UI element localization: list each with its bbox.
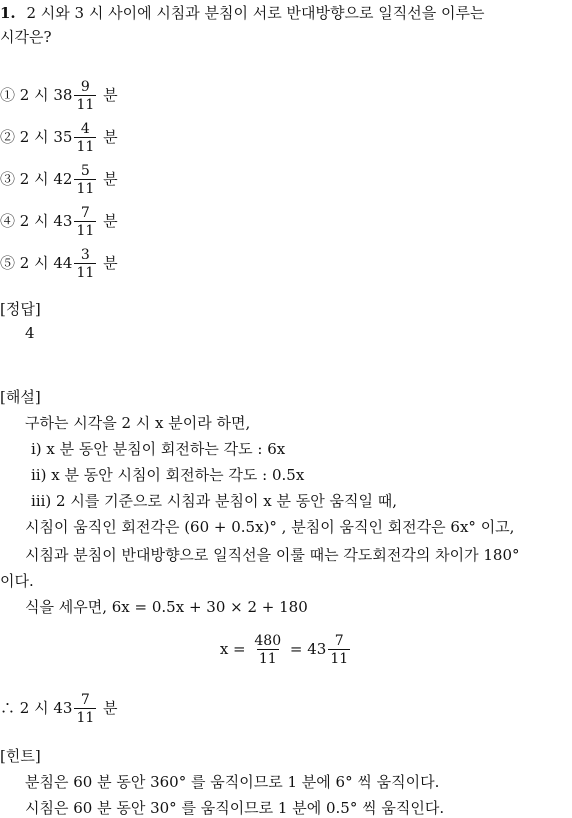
equation-mid: = 43 (289, 640, 327, 658)
explanation-line-6: 시침과 분침이 반대방향으로 일직선을 이룰 때는 각도회전각의 차이가 180° (25, 546, 520, 564)
fraction-denominator: 11 (330, 651, 349, 667)
option-unit: 분 (103, 128, 118, 146)
explanation-line-8: 식을 세우면, 6x = 0.5x + 30 × 2 + 180 (25, 598, 308, 616)
option-fraction (74, 164, 96, 196)
option-2[interactable] (0, 122, 118, 154)
option-fraction (74, 206, 96, 238)
option-text: 2 시 42 (19, 170, 73, 188)
explanation-conclusion (0, 693, 118, 725)
explanation-line-3: ⅱ) x 분 동안 시침이 회전하는 각도 : 0.5x (31, 466, 305, 484)
fraction-denominator: 11 (76, 139, 95, 155)
option-marker: ② (0, 128, 16, 146)
answer-value: 4 (25, 324, 35, 342)
option-text: 2 시 44 (19, 254, 73, 272)
fraction-numerator: 7 (334, 633, 344, 649)
option-text: 2 시 35 (19, 128, 73, 146)
explanation-equation (0, 634, 572, 666)
conclusion-fraction (74, 693, 96, 725)
fraction-denominator: 11 (258, 651, 277, 667)
fraction-denominator: 11 (76, 181, 95, 197)
option-unit: 분 (103, 254, 118, 272)
explanation-label: [해설] (0, 388, 41, 406)
fraction-numerator: 5 (80, 163, 90, 179)
option-1[interactable] (0, 80, 118, 112)
option-fraction (74, 248, 96, 280)
equation-fraction-2 (328, 634, 350, 666)
fraction-denominator: 11 (76, 97, 95, 113)
option-text: 2 시 43 (19, 212, 73, 230)
explanation-line-1: 구하는 시각을 2 시 x 분이라 하면, (25, 414, 251, 432)
question-text-1: 2 시와 3 시 사이에 시침과 분침이 서로 반대방향으로 일직선을 이루는 (26, 4, 485, 22)
equation-lhs: x = (219, 640, 246, 658)
option-unit: 분 (103, 86, 118, 104)
conclusion-text: ∴ 2 시 43 (0, 699, 73, 717)
option-5[interactable] (0, 248, 118, 280)
option-unit: 분 (103, 170, 118, 188)
fraction-denominator: 11 (76, 223, 95, 239)
explanation-line-2: ⅰ) x 분 동안 분침이 회전하는 각도 : 6x (31, 440, 286, 458)
conclusion-unit: 분 (103, 699, 118, 717)
explanation-line-5: 시침이 움직인 회전각은 (60 + 0.5x)° , 분침이 움직인 회전각은 6x° 이고, (25, 518, 515, 536)
option-marker: ④ (0, 212, 16, 230)
option-marker: ① (0, 86, 16, 104)
question-number: 1. (0, 4, 16, 22)
fraction-numerator: 3 (80, 247, 90, 263)
option-marker: ③ (0, 170, 16, 188)
option-fraction (74, 80, 96, 112)
answer-label: [정답] (0, 300, 41, 318)
fraction-numerator: 480 (254, 633, 282, 649)
option-unit: 분 (103, 212, 118, 230)
fraction-numerator: 7 (80, 205, 90, 221)
option-4[interactable] (0, 206, 118, 238)
fraction-numerator: 9 (80, 79, 90, 95)
option-text: 2 시 38 (19, 86, 73, 104)
option-fraction (74, 122, 96, 154)
explanation-line-4: ⅲ) 2 시를 기준으로 시침과 분침이 x 분 동안 움직일 때, (31, 492, 398, 510)
explanation-line-7: 이다. (0, 572, 34, 590)
hint-line-2: 시침은 60 분 동안 30° 를 움직이므로 1 분에 0.5° 씩 움직인다. (25, 799, 445, 817)
question-text-2: 시각은? (0, 28, 52, 46)
fraction-denominator: 11 (76, 710, 95, 726)
fraction-denominator: 11 (76, 265, 95, 281)
question-line-2 (0, 26, 52, 47)
fraction-numerator: 4 (80, 121, 90, 137)
question-line-1 (0, 2, 484, 23)
hint-line-1: 분침은 60 분 동안 360° 를 움직이므로 1 분에 6° 씩 움직이다. (25, 773, 440, 791)
option-marker: ⑤ (0, 254, 16, 272)
fraction-numerator: 7 (80, 692, 90, 708)
equation-fraction-1 (252, 634, 283, 666)
option-3[interactable] (0, 164, 118, 196)
hint-label: [힌트] (0, 747, 41, 765)
